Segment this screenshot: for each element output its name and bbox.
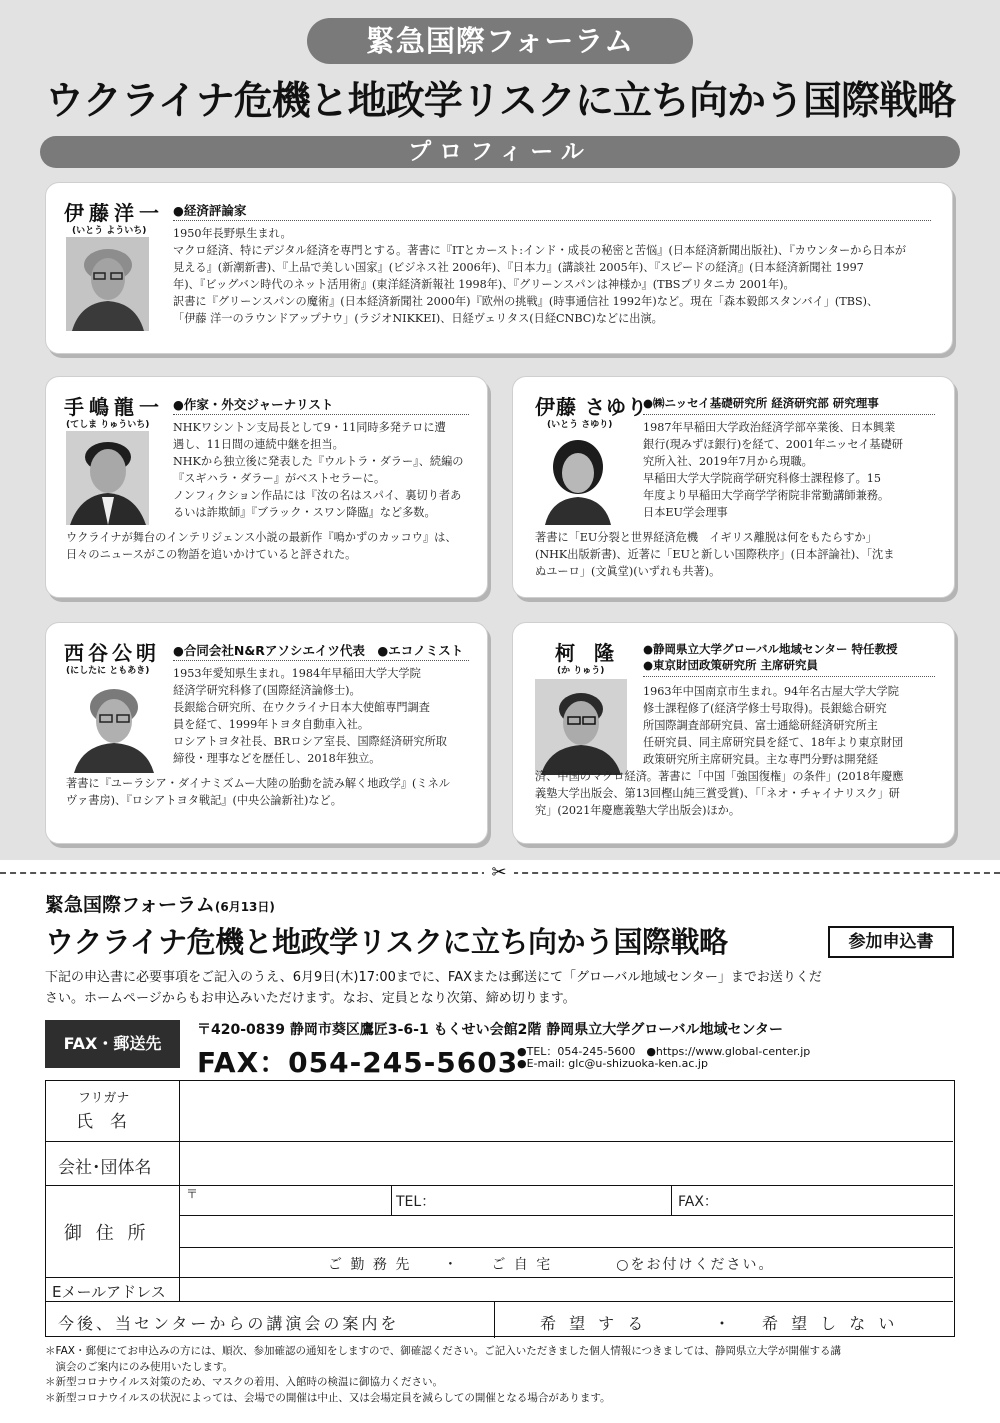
fax-field-label: FAX：: [678, 1194, 718, 1210]
contact-email[interactable]: ●E-mail: glc@u-shizuoka-ken.ac.jp: [517, 1057, 708, 1070]
profile-kana: (にしたに ともあき): [66, 666, 150, 676]
guidance-separator: ・: [714, 1314, 731, 1333]
forum-label: 緊急国際フォーラム: [307, 18, 693, 64]
profile-card-ito-sayuri: [512, 376, 955, 598]
profile-bio-continued: 済、中国のマクロ経済。著書に「中国「強国復権」の条件」(2018年慶應 義塾大学出版会、第13回樫山純三賞受賞)、「「ネオ・チャイナリスク」研 究」(2021年慶應義塾大学出版会)ほか。: [535, 770, 904, 817]
guidance-no-option[interactable]: 希 望 し な い: [762, 1314, 899, 1333]
address-label: 御 住 所: [64, 1223, 150, 1244]
profile-name: 西谷公明: [64, 641, 160, 665]
profile-bio-continued: 著書に「EU分裂と世界経済危機 イギリス離脱は何をもたらすか」 (NHK出版新書)、近著に「EUと新しい国際秩序」(日本評論社)、「沈ま ぬユーロ」(文眞堂)(いずれも共著)。: [535, 531, 895, 578]
company-label: 会社･団体名: [58, 1158, 152, 1178]
main-title: ウクライナ危機と地政学リスクに立ち向かう国際戦略: [44, 79, 956, 124]
email-label: Eメールアドレス: [52, 1283, 166, 1301]
profile-role: ●経済評論家: [173, 203, 247, 218]
profile-card-teshima-ryuichi: [45, 376, 488, 598]
profile-name: 伊藤 さゆり: [535, 395, 648, 419]
divider: [643, 676, 935, 677]
profile-name: 手嶋龍一: [64, 395, 164, 419]
portrait-photo: [535, 679, 627, 775]
tel-label: TEL：: [396, 1194, 436, 1210]
profile-card-nishitani-kimiaki: [45, 622, 488, 844]
profile-role: ●合同会社N&Rアソシエイツ代表 ●エコノミスト: [173, 643, 464, 658]
divider: [643, 414, 935, 415]
form-intro: 下記の申込書に必要事項をご記入のうえ、6月9日(木)17:00までに、FAXまたは郵送にて「グローバル地域センター」までお送りくだ さい。ホームページからもお申込みいただけます。なお、定員となり次第、締め切ります。: [45, 970, 822, 1006]
fax-number: FAX：054-245-5603: [197, 1046, 519, 1079]
profile-bio: 1953年愛知県生まれ。1984年早稲田大学大学院 経済学研究科修了(国際経済論修士)。 長銀総合研究所、在ウクライナ日本大使館専門調査 員を経て、1999年トヨタ自動車入社。 ロシアトヨタ社長、BRロシア室長、国際経済研究所取 締役・理事などを歴任し、2018年独立。: [173, 667, 447, 765]
notes: ＊FAX・郵便にてお申込みの方には、順次、参加確認の通知をしますので、御確認ください。ご記入いただきました個人情報につきましては、静岡県立大学が開催する講 演会のご案内にのみ使用いたします。 ＊新型コロナウイルス対策のため、マスクの着用、入館時の検温に御協力ください。 ＊新型コロナウイルスの状況によっては、会場での開催は中止、又は会場定員を減らしての開催となる場合があります。: [45, 1345, 842, 1404]
divider: [173, 220, 931, 221]
postal-mark: 〒: [186, 1187, 199, 1201]
fax-mail-label: FAX・郵送先: [45, 1020, 180, 1068]
profile-role: ●作家・外交ジャーナリスト: [173, 397, 334, 412]
form-forum-name: 緊急国際フォーラム(6月13日): [45, 894, 275, 916]
profile-kana: (いとう さゆり): [547, 420, 613, 430]
profile-kana: (いとう よういち): [72, 226, 147, 236]
profile-bio: NHKワシントン支局長として9・11同時多発テロに遭 遇し、11日間の連続中継を担当。 NHKから独立後に発表した『ウルトラ・ダラー』、続編の 『スギハラ・ダラー』がベストセラーに。 ノンフィクション作品には『汝の名はスパイ、裏切り者あ るいは詐欺師』『ブラック・スワン降臨』など多数。: [173, 421, 464, 519]
profile-name: 柯 隆: [555, 641, 620, 665]
profile-kana: (てしま りゅういち): [66, 420, 150, 430]
furigana-label: フリガナ: [78, 1091, 130, 1106]
address-type-note[interactable]: ご 勤 務 先 ・ ご 自 宅 ○をお付けください。: [328, 1257, 775, 1273]
divider: [173, 414, 469, 415]
profile-kana: (か りゅう): [557, 666, 605, 676]
name-input[interactable]: [180, 1081, 953, 1141]
postal-input[interactable]: [198, 1186, 388, 1214]
profile-bio: 1963年中国南京市生まれ。94年名古屋大学大学院 修士課程修了(経済学修士号取得)。長銀総合研究 所国際調査部研究員、富士通総研経済研究所主 任研究員、同主席研究員を経て、18年より東京財団 政策研究所主席研究員。主な専門分野は開発経: [643, 685, 904, 766]
scissors-icon: ✂: [484, 861, 514, 885]
guidance-yes-option[interactable]: 希 望 す る: [540, 1314, 648, 1333]
profile-bio-continued: ウクライナが舞台のインテリジェンス小説の最新作『鳴かずのカッコウ』は、 日々のニュースがこの物語を追いかけていると評された。: [66, 531, 457, 561]
profile-name: 伊藤洋一: [64, 201, 164, 225]
company-input[interactable]: [180, 1142, 953, 1185]
profile-role-secondary: ●東京財団政策研究所 主席研究員: [643, 658, 819, 672]
fax-input[interactable]: [726, 1186, 952, 1214]
profile-role: ●静岡県立大学グローバル地域センター 特任教授: [643, 642, 898, 656]
profile-role: ●㈱ニッセイ基礎研究所 経済研究部 研究理事: [643, 396, 879, 410]
profile-bio-continued: 著書に『ユーラシア・ダイナミズムー大陸の胎動を読み解く地政学』(ミネル ヴァ書房)、『ロシアトヨタ戦記』(中央公論新社)など。: [66, 777, 450, 807]
mailing-address: 〒420-0839 静岡市葵区鷹匠3-6-1 もくせい会館2階 静岡県立大学グローバル地域センター: [197, 1022, 783, 1038]
address-input[interactable]: [180, 1216, 953, 1246]
form-date: (6月13日): [214, 900, 275, 914]
portrait-photo: [533, 431, 623, 525]
tel-input[interactable]: [441, 1186, 669, 1214]
form-type-badge: 参加申込書: [828, 926, 954, 958]
divider: [173, 660, 469, 661]
contact-tel-url: ●TEL：054-245-5600 ●https://www.global-center.jp: [517, 1045, 811, 1058]
portrait-photo: [66, 431, 149, 525]
website-link[interactable]: ●https://www.global-center.jp: [646, 1045, 811, 1058]
profile-bio: 1987年早稲田大学政治経済学部卒業後、日本興業 銀行(現みずほ銀行)を経て、2001年ニッセイ基礎研 究所入社、2019年7月から現職。 早稲田大学大学院商学研究科修士課程修了。15 年度より早稲田大学商学学術院非常勤講師兼務。 日本EU学会理事: [643, 421, 903, 519]
profile-bio: 1950年長野県生まれ。 マクロ経済、特にデジタル経済を専門とする。著書に『ITとカースト:インド・成長の秘密と苦悩』(日本経済新聞出版社)、『カウンターから日本が 見える』(新潮新書)、『上品で美しい国家』(ビジネス社 2006年)、『日本力』(講談社 2005年)、『スピードの経済』(日本経済新聞社 1997 年)、『ビッグバン時代のネット活用術』(東洋経済新報社 1998年)、『グリーンスパンは神様か』(TBSブリタニカ 2001年)。 訳書に『グリーンスパンの魔術』(日本経済新聞社 2000年)『欧州の挑戦』(時事通信社 1992年)など。現在「森本毅郎スタンバイ」(TBS)、 「伊藤 洋一のラウンドアップナウ」(ラジオNIKKEI)、日経ヴェリタス(日経CNBC)などに出演。: [173, 227, 907, 325]
profile-bar: プロフィール: [40, 136, 960, 168]
profile-card-ka-ryu: [512, 622, 955, 844]
email-input[interactable]: [180, 1278, 953, 1301]
name-label: 氏 名: [76, 1112, 127, 1132]
portrait-photo: [66, 237, 149, 331]
application-form: [45, 1080, 955, 1337]
profile-card-ito-yoichi: [45, 182, 953, 354]
guidance-label: 今後、当センターからの講演会の案内を: [58, 1314, 400, 1333]
portrait-photo: [66, 677, 161, 773]
form-title: ウクライナ危機と地政学リスクに立ち向かう国際戦略: [45, 925, 728, 959]
